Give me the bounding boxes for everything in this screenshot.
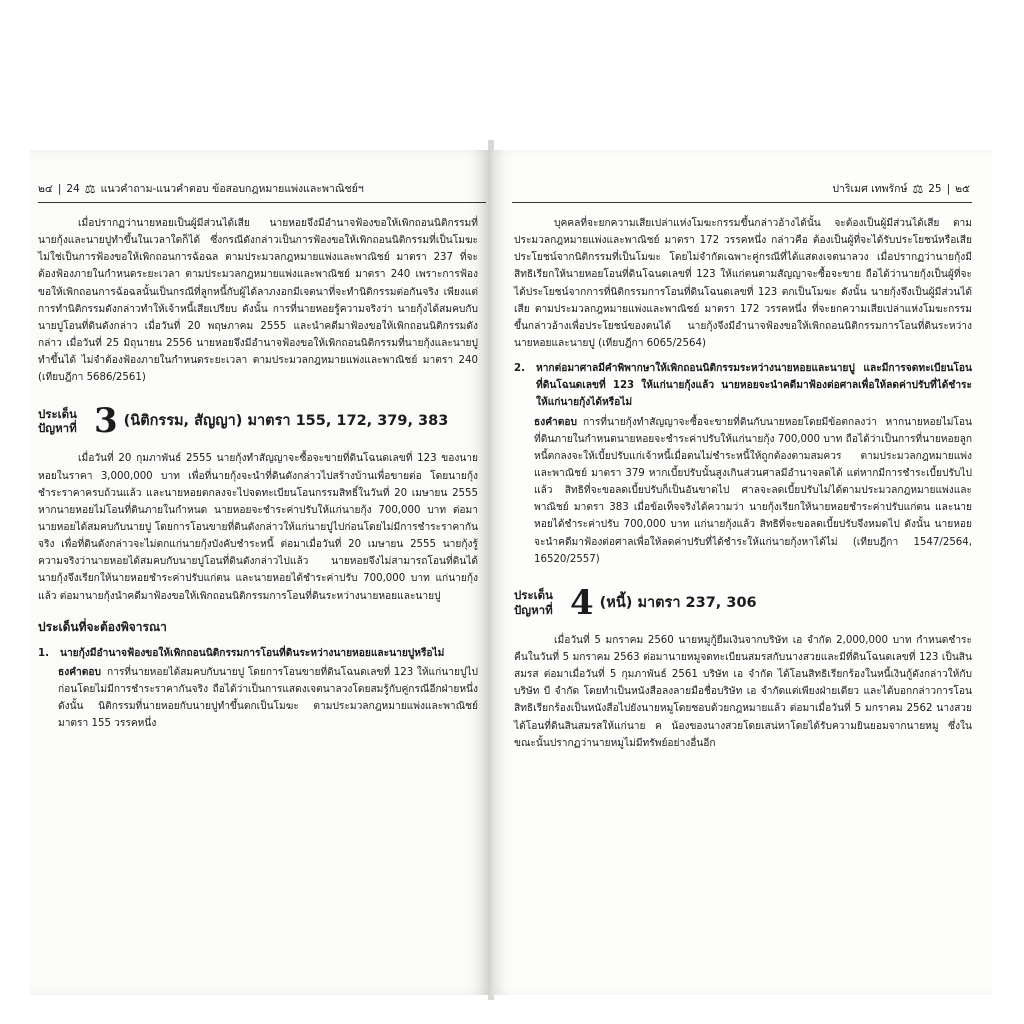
answer-text: การที่นายหอยได้สมคบกับนายปู โดยการโอนขายที่ดินโฉนดเลขที่ 123 ให้แก่นายปูไปก่อนโดยไม่มีการชำระราคากันจริง ถือได้ว่าเป็นการแสดงเจตนาลวงโดยสมรู้กับคู่กรณีอีกฝ่ายหนึ่ง ดังนั้น นิติกรรมที่นายหอยกับนายปูทำขึ้นตกเป็นโมฆะ ตามประมวลกฎหมายแพ่งและพาณิชย์ มาตรา 155 วรรคหนึ่ง [58,666,478,730]
answer-label: ธงคำตอบ [534,416,577,428]
scales-of-justice-icon: ⚖ [84,181,96,196]
scales-of-justice-icon: ⚖ [912,181,924,196]
paragraph: บุคคลที่จะยกความเสียเปล่าแห่งโมฆะกรรมขึ้นกล่าวอ้างได้นั้น จะต้องเป็นผู้มีส่วนได้เสีย ตามประมวลกฎหมายแพ่งและพาณิชย์ มาตรา 172 วรรคหนึ่ง กล่าวคือ ต้องเป็นผู้ที่จะได้รับประโยชน์หรือเสียประโยชน์จากนิติกรรมที่เป็นโมฆะ โดยไม่จำกัดเฉพาะคู่กรณีที่ได้แสดงเจตนาลวง เมื่อปรากฏว่านายกุ้งมีสิทธิเรียกให้นายหอยโอนที่ดินโฉนดเลขที่ 123 ให้แก่ตนตามสัญญาจะซื้อจะขาย ถือได้ว่านายกุ้งเป็นผู้ที่จะได้ประโยชน์จากการที่นิติกรรมการโอนที่ดินโฉนดเลขที่ 123 ตกเป็นโมฆะ ดังนั้น นายกุ้งจึงเป็นผู้มีส่วนได้เสีย ตามประมวลกฎหมายแพ่งและพาณิชย์ มาตรา 172 วรรคหนึ่ง ที่จะยกความเสียเปล่าแห่งโมฆะกรรมขึ้นกล่าวอ้างเพื่อประโยชน์ของตนได้ นายกุ้งจึงมีอำนาจฟ้องขอให้เพิกถอนนิติกรรมการโอนที่ดินระหว่างนายหอยและนายปู (เทียบฎีกา 6065/2564) [514,218,972,349]
question-number: 1. [38,647,49,659]
right-page [492,150,992,995]
issue-label-line1: ประเด็น [514,588,553,603]
issue-label-line1: ประเด็น [38,407,77,422]
answer-1 [38,664,478,733]
header-rule [38,202,486,203]
issue-title: (หนี้) มาตรา 237, 306 [599,594,757,611]
paragraph: เมื่อวันที่ 20 กุมภาพันธ์ 2555 นายกุ้งทำสัญญาจะซื้อจะขายที่ดินโฉนดเลขที่ 123 ของนายหอยในราคา 3,000,000 บาท เพื่อที่นายกุ้งจะนำที่ดินดังกล่าวไปสร้างบ้านเพื่อขายต่อ โดยนายกุ้งชำระราคาครบถ้วนแล้ว และนายหอยตกลงจะไปจดทะเบียนโอนกรรมสิทธิ์ในวันที่ 20 เมษายน 2555 หากนายหอยไม่โอนที่ดินภายในกำหนด นายหอยจะชำระค่าปรับให้แก่นายกุ้ง 700,000 บาท ต่อมานายหอยได้สมคบกับนายปู โดยการโอนขายที่ดินดังกล่าวให้แก่นายปูไปก่อนโดยไม่มีการชำระราคากันจริง เพื่อที่ดินดังกล่าวจะไม่ตกแก่นายกุ้งบังคับชำระหนี้ ต่อมาเมื่อวันที่ 20 เมษายน 2555 นายกุ้งรู้ความจริงว่านายหอยได้สมคบกับนายปูโอนที่ดินดังกล่าวไปแล้ว นายหอยจึงไม่สามารถโอนที่ดินได้ นายกุ้งจึงเรียกให้นายหอยชำระค่าปรับแก่ตน และนายหอยได้ชำระค่าปรับ 700,000 บาท แก่นายกุ้งแล้ว ต่อมานายกุ้งนำคดีมาฟ้องขอให้เพิกถอนนิติกรรมการโอนที่ดินระหว่างนายหอยและนายปู [38,453,478,602]
author-name: ปาริเมศ เทพรักษ์ [832,183,908,195]
page-number: 24 [66,182,80,195]
issue-heading-4 [514,582,972,623]
question-2 [514,360,972,411]
paragraph: เมื่อปรากฏว่านายหอยเป็นผู้มีส่วนได้เสีย นายหอยจึงมีอำนาจฟ้องขอให้เพิกถอนนิติกรรมที่นายกุ้งและนายปูทำขึ้นในเวลาใดก็ได้ ซึ่งกรณีดังกล่าวเป็นการฟ้องขอให้เพิกถอนนิติกรรมที่เป็นโมฆะ ไม่ใช่เป็นการฟ้องขอให้เพิกถอนการฉ้อฉล ตามประมวลกฎหมายแพ่งและพาณิชย์ มาตรา 237 ที่จะต้องฟ้องภายในกำหนดระยะเวลา ตามประมวลกฎหมายแพ่งและพาณิชย์ มาตรา 240 เพราะการฟ้องขอให้เพิกถอนการฉ้อฉลนั้นเป็นกรณีที่ลูกหนี้กับผู้ได้ลาภงอกมีเจตนาที่จะทำนิติกรรมต่อกันจริง เพียงแต่การทำนิติกรรมดังกล่าวทำให้เจ้าหนี้เสียเปรียบ ดังนั้น การที่นายหอยรู้ความจริงว่า นายกุ้งได้สมคบกับนายปูโอนที่ดินดังกล่าว เมื่อวันที่ 20 พฤษภาคม 2555 และนำคดีมาฟ้องขอให้เพิกถอนนิติกรรมดังกล่าว เมื่อวันที่ 25 มิถุนายน 2556 นายหอยจึงมีอำนาจฟ้องขอให้เพิกถอนนิติกรรมที่นายกุ้งและนายปูทำขึ้นได้ ไม่จำต้องฟ้องภายในกำหนดระยะเวลา ตามประมวลกฎหมายแพ่งและพาณิชย์ มาตรา 240 (เทียบฎีกา 5686/2561) [38,218,478,384]
left-page-content [38,215,478,737]
answer-2 [514,414,972,568]
right-page-header: ปาริเมศ เทพรักษ์ ⚖ 25 | ๒๕ [832,181,970,196]
question-number: 2. [514,363,525,375]
paragraph: เมื่อวันที่ 5 มกราคม 2560 นายหมูกู้ยืมเงินจากบริษัท เอ จำกัด 2,000,000 บาท กำหนดชำระคืนในวันที่ 5 มกราคม 2563 ต่อมานายหมูจดทะเบียนสมรสกับนางสวยและมีที่ดินโฉนดเลขที่ 123 เป็นสินสมรส ต่อมาเมื่อวันที่ 5 กุมภาพันธ์ 2561 บริษัท เอ จำกัด ได้โอนสิทธิเรียกร้องในหนี้เงินกู้ดังกล่าวให้กับบริษัท บี จำกัด โดยทำเป็นหนังสือลงลายมือชื่อบริษัท เอ จำกัดแต่เพียงฝ่ายเดียว และได้บอกกล่าวการโอนสิทธิเรียกร้องเป็นหนังสือไปยังนายหมูโดยชอบด้วยกฎหมายแล้ว ต่อมาเมื่อวันที่ 5 มกราคม 2562 นางสวยได้โอนที่ดินสินสมรสให้แก่นาย ค น้องของนางสวยโดยเสน่หาโดยได้รับความยินยอมจากนายหมู ซึ่งในขณะนั้นปรากฏว่านายหมูไม่มีทรัพย์อย่างอื่นอีก [514,634,972,749]
left-page-header: ๒๔ | 24 ⚖ แนวคำถาม-แนวคำตอบ ข้อสอบกฎหมายแพ่งและพาณิชย์ฯ [38,181,364,196]
issue-label-line2: ปัญหาที่ [38,421,77,436]
issue-number: 4 [570,582,594,623]
book-title: แนวคำถาม-แนวคำตอบ ข้อสอบกฎหมายแพ่งและพาณิชย์ฯ [100,183,364,195]
section-heading: ประเด็นที่จะต้องพิจารณา [38,619,167,634]
question-text: หากต่อมาศาลมีคำพิพากษาให้เพิกถอนนิติกรรมระหว่างนายหอยและนายปู และมีการจดทะเบียนโอนที่ดินโฉนดเลขที่ 123 ให้แก่นายกุ้งแล้ว นายหอยจะนำคดีมาฟ้องต่อศาลเพื่อให้ลดค่าปรับที่ได้ชำระให้แก่นายกุ้งได้หรือไม่ [536,363,972,409]
question-text: นายกุ้งมีอำนาจฟ้องขอให้เพิกถอนนิติกรรมการโอนที่ดินระหว่างนายหอยและนายปูหรือไม่ [60,647,445,659]
issue-label-line2: ปัญหาที่ [514,602,553,617]
right-page-content [514,215,972,756]
left-page [30,150,490,995]
header-rule [512,202,972,203]
page-number: 25 [928,182,942,195]
answer-text: การที่นายกุ้งทำสัญญาจะซื้อจะขายที่ดินกับนายหอยโดยมีข้อตกลงว่า หากนายหอยไม่โอนที่ดินภายในกำหนดนายหอยจะชำระค่าปรับให้แก่นายกุ้ง 700,000 บาท ถือได้ว่าเป็นการที่นายหอยลูกหนี้ตกลงจะให้เบี้ยปรับแก่เจ้าหนี้เมื่อตนไม่ชำระหนี้ให้ถูกต้องตามสมควร ตามประมวลกฎหมายแพ่งและพาณิชย์ มาตรา 379 หากเบี้ยปรับนั้นสูงเกินส่วนศาลมีอำนาจลดได้ แต่หากมีการชำระเบี้ยปรับไปแล้ว สิทธิที่จะขอลดเบี้ยปรับก็เป็นอันขาดไป ศาลจะลดเบี้ยปรับไม่ได้ตามประมวลกฎหมายแพ่งและพาณิชย์ มาตรา 383 เมื่อข้อเท็จจริงได้ความว่า นายกุ้งเรียกให้นายหอยชำระค่าปรับแก่ตน และนายหอยได้ชำระค่าปรับ 700,000 บาท แก่นายกุ้งแล้ว สิทธิที่จะขอลดเบี้ยปรับจึงหมดไป ดังนั้น นายหอยจะนำคดีมาฟ้องต่อศาลเพื่อให้ลดค่าปรับที่ได้ชำระให้แก่นายกุ้งหาได้ไม่ (เทียบฎีกา 1547/2564, 16520/2557) [534,416,972,565]
page-number-thai: ๒๔ [38,183,53,195]
issue-heading-3 [38,401,478,442]
answer-label: ธงคำตอบ [58,666,101,678]
page-number-thai: ๒๕ [955,183,970,195]
question-1 [38,645,478,662]
issue-title: (นิติกรรม, สัญญา) มาตรา 155, 172, 379, 383 [123,413,449,430]
issue-number: 3 [94,401,118,442]
